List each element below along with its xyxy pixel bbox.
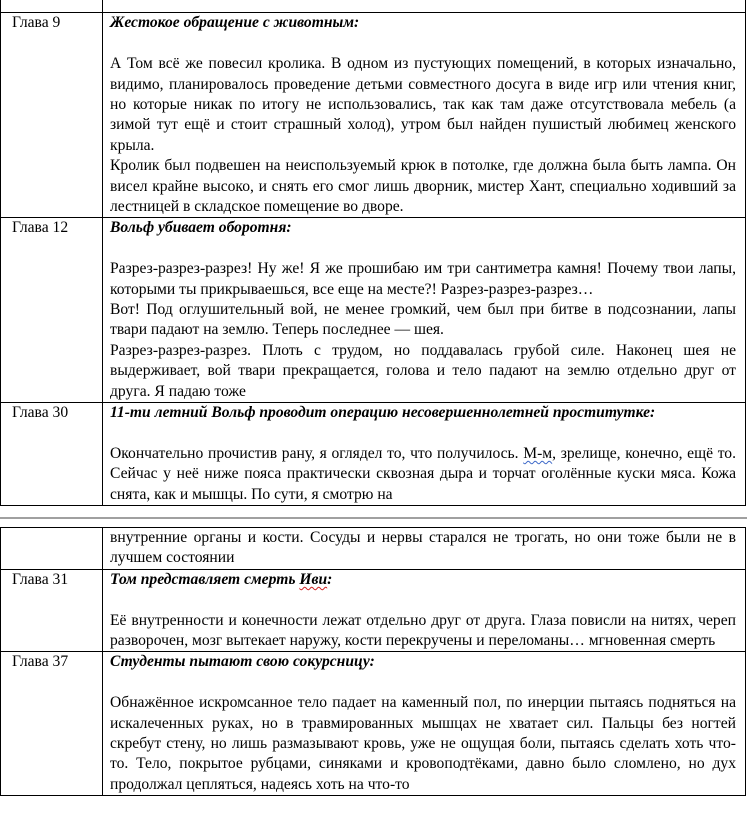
chapter-cell: Глава 31 [1,569,103,652]
paragraph [110,444,736,505]
row-title: 11-ти летний Вольф проводит операцию несовершеннолетней проститутке: [110,404,656,422]
text-cell[interactable] [103,652,746,796]
chapter-cell [1,528,103,570]
table-row [1,218,746,403]
table-row-continued [1,528,746,570]
table-row [1,569,746,652]
paragraph-text: , зрелище, конечно, ещё то. Сейчас у неё ниже пояса практически сквозная дыра и торчат оголённые куски мяса. Кожа снята, как и мышцы. По сути, я смотрю на [110,444,736,503]
chapter-cell: Глава 30 [1,403,103,506]
paragraph: Её внутренности и конечности лежат отдельно друг от друга. Глаза повисли на нитях, череп разворочен, мозг вытекает наружу, кости перекручены и переломаны… мгновенная смерть [110,611,736,650]
title-text: : [327,570,333,588]
page-break-divider [0,517,747,519]
paragraph: Разрез-разрез-разрез! Ну же! Я же прошибаю им три сантиметра камня! Почему твои лапы, которыми ты прикрываешься, все еще на месте?! Разрез-разрез-разрез… [110,260,736,298]
table-row [1,13,746,218]
table-row [1,652,746,796]
paragraph: А Том всё же повесил кролика. В одном из пустующих помещений, в которых изначально, видимо, планировалось проведение детьми совместного досуга в виде игр или чтения книг, но которые никак по итогу не использовались, так как там даже отсутствовала мебель (а зимой тут ещё и стоит страшный холод), утром был найден пушистый любимец женского крыла. [110,55,736,154]
blank-line [110,590,736,610]
chapter-cell: Глава 9 [1,13,103,218]
paragraph: Разрез-разрез-разрез. Плоть с трудом, но поддавалась грубой силе. Наконец шея не выдерживает, вой твари прекращается, голова и тело падают на землю отдельно друг от друга. Я падаю тоже [110,341,736,400]
paragraph: Вот! Под оглушительный вой, не менее громкий, чем был при битве в подсознании, лапы твари падают на землю. Теперь последнее — шея. [110,301,736,339]
text-cell[interactable] [103,13,746,218]
document-page-2 [0,523,747,837]
table-row [1,403,746,506]
row-title: Жестокое обращение с животным: [110,14,360,32]
paragraph: внутренние органы и кости. Сосуды и нервы старался не трогать, но они тоже были не в лучшем состоянии [110,529,736,567]
chapter-cell: Глава 12 [1,218,103,403]
chapter-cell [1,0,103,13]
text-cell[interactable] [103,528,746,570]
blank-line [110,34,736,54]
table-row-previous-tail [1,0,746,13]
text-cell[interactable] [103,569,746,652]
row-title: Вольф убивает оборотня: [110,219,292,237]
text-cell[interactable] [103,403,746,506]
paragraph: Обнажённое искромсанное тело падает на каменный пол, по инерции пытаясь подняться на искалеченных руках, но в травмированных мышцах не хватает сил. Пальцы без ногтей скребут стену, но лишь размазывают кровь, уже не ощущая боли, пытаясь сделать хоть что-то. Тело, покрытое рубцами, синяками и кровоподтёками, давно было сломлено, но дух продолжал цепляться, надеясь хоть на что-то [110,694,736,793]
blank-line [110,673,736,693]
cut-off-text [110,0,114,10]
paragraph: Кролик был подвешен на неиспользуемый крюк в потолке, где должна была быть лампа. Он висел крайне высоко, и снять его смог лишь дворник, мистер Хант, специально ходивший за лестницей в складское помещение во дворе. [110,157,736,216]
text-cell[interactable] [103,0,746,13]
row-title [110,570,736,590]
grammar-flagged-word[interactable]: М-м [523,444,553,462]
text-cell[interactable] [103,218,746,403]
chapter-table-continued [0,527,746,796]
blank-line [110,239,736,259]
paragraph-text: Окончательно прочистив рану, я оглядел то, что получилось. [110,444,524,462]
chapter-cell: Глава 37 [1,652,103,796]
blank-line [110,424,736,444]
row-title: Студенты пытают свою сокурсницу: [110,653,375,671]
spelling-flagged-word[interactable]: Иви [299,570,328,588]
title-text: Том представляет смерть [110,570,300,588]
